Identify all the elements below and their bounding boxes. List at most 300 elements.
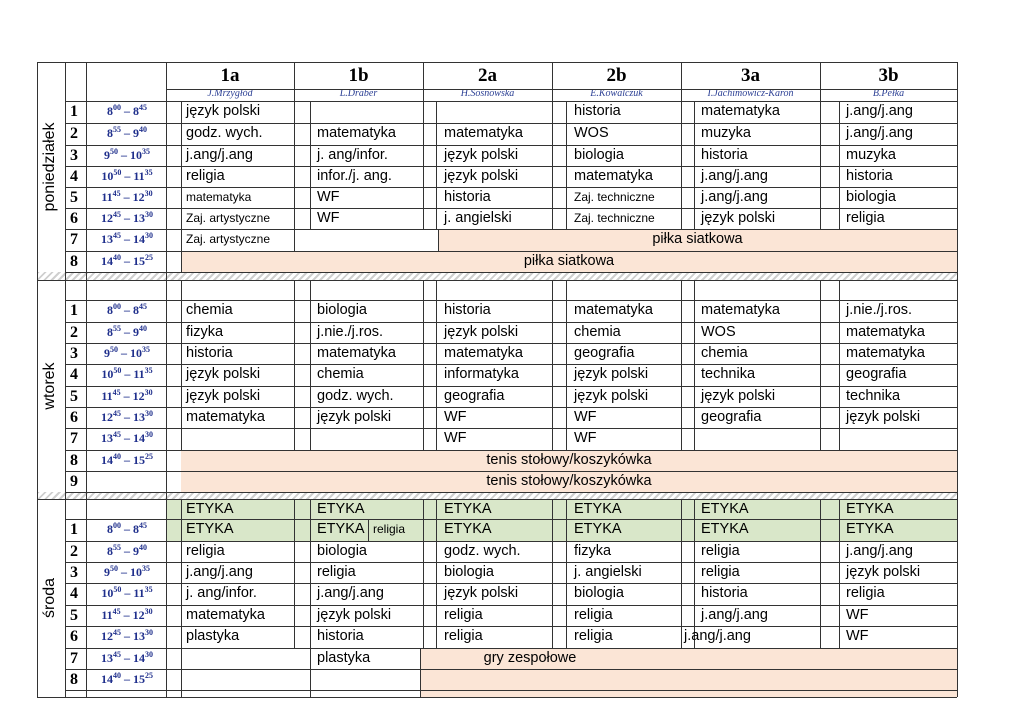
grid-line-v (37, 62, 38, 697)
subject: j.ang/j.ang (846, 103, 913, 119)
subject: j. angielski (444, 210, 512, 226)
time-minutes: 55 (113, 324, 121, 333)
period-number: 6 (70, 628, 78, 645)
grid-line-v (436, 519, 437, 541)
subject: język polski (574, 388, 649, 404)
grid-line-h (65, 626, 957, 627)
grid-line-v (294, 101, 295, 123)
subject: język polski (186, 103, 261, 119)
grid-line-v (436, 300, 437, 322)
period-number: 1 (70, 103, 78, 120)
time-hour: 12 (132, 190, 145, 204)
grid-line-v (436, 123, 437, 145)
grid-line-v (436, 281, 437, 300)
grid-line-v (681, 407, 682, 428)
grid-line-v (839, 626, 840, 648)
time-hour: 14 (133, 651, 145, 665)
grid-line-v (820, 62, 821, 101)
time-hour: 15 (133, 254, 145, 268)
grid-line-v (566, 428, 567, 450)
time-dash: – (121, 431, 133, 445)
subject: j.ang/j.ang (846, 125, 913, 141)
grid-line-v (423, 605, 424, 626)
subject: WF (846, 607, 869, 623)
period-number: 4 (70, 585, 78, 602)
grid-line-v (423, 123, 424, 145)
ethics-text: ETYKA (444, 501, 492, 517)
grid-line-v (436, 499, 437, 519)
grid-line-v (820, 519, 821, 541)
time-minutes: 40 (113, 253, 121, 262)
time-hour: 8 (107, 303, 113, 317)
grid-line-v (566, 145, 567, 166)
time-minutes: 45 (113, 628, 121, 637)
grid-line-v (552, 281, 553, 300)
grid-line-v (820, 364, 821, 386)
time-hour: 12 (101, 211, 113, 225)
time-minutes: 25 (145, 253, 153, 262)
grid-line-v (294, 166, 295, 187)
grid-line-v (839, 364, 840, 386)
class-teacher: L.Draber (339, 88, 378, 99)
time-dash: – (121, 586, 134, 600)
grid-line-v (566, 562, 567, 583)
grid-line-v (181, 519, 182, 541)
grid-line-v (294, 322, 295, 343)
grid-line-v (310, 519, 311, 541)
sport-activity: piłka siatkowa (523, 253, 615, 269)
time-minutes: 30 (145, 231, 153, 240)
subject: matematyka (846, 324, 925, 340)
time-dash: – (120, 190, 133, 204)
grid-line-v (820, 583, 821, 605)
time-hour: 8 (107, 104, 113, 118)
class-teacher: H.Sosnowska (460, 88, 515, 99)
subject: j.ang/j.ang (701, 607, 768, 623)
time-dash: – (121, 522, 133, 536)
grid-line-h (65, 322, 957, 323)
time-minutes: 00 (113, 302, 121, 311)
time-hour: 8 (133, 104, 139, 118)
time-minutes: 35 (144, 168, 153, 177)
sport-activity: tenis stołowy/koszykówka (486, 473, 652, 489)
time-dash: – (121, 126, 133, 140)
period-time (88, 651, 166, 666)
period-time (88, 303, 166, 318)
subject: WF (444, 409, 467, 425)
grid-line-v (436, 428, 437, 450)
timetable (37, 62, 958, 698)
period-number: 7 (70, 650, 78, 667)
grid-line-h (65, 343, 957, 344)
time-hour: 8 (107, 126, 113, 140)
subject: j.ang/j.ang (684, 628, 751, 644)
grid-line-v (839, 166, 840, 187)
grid-line-h (65, 605, 957, 606)
grid-line-v (839, 541, 840, 562)
period-time (88, 453, 166, 468)
period-time (88, 565, 166, 580)
time-dash: – (118, 148, 130, 162)
time-minutes: 35 (144, 366, 153, 375)
subject: muzyka (846, 147, 896, 163)
time-minutes: 45 (113, 231, 121, 240)
grid-line-v (681, 428, 682, 450)
grid-line-v (839, 519, 840, 541)
grid-line-v (694, 386, 695, 407)
time-hour: 9 (104, 148, 110, 162)
grid-line-v (839, 562, 840, 583)
time-minutes: 40 (113, 671, 121, 680)
grid-line-v (310, 322, 311, 343)
grid-line-v (436, 343, 437, 364)
grid-line-v (294, 541, 295, 562)
subject: religia (574, 628, 613, 644)
time-minutes: 40 (139, 324, 147, 333)
grid-line-v (681, 145, 682, 166)
time-dash: – (121, 544, 133, 558)
grid-line-v (694, 281, 695, 300)
subject: matematyka (846, 345, 925, 361)
grid-line-h (65, 101, 957, 102)
subject: WF (317, 210, 340, 226)
subject: religia (846, 210, 885, 226)
period-time (88, 410, 166, 425)
grid-line-h (37, 62, 957, 63)
subject: religia (444, 628, 483, 644)
time-dash: – (121, 629, 133, 643)
grid-line-v (436, 166, 437, 187)
subject: religia (317, 564, 356, 580)
time-dash: – (121, 104, 133, 118)
subject: j. ang/infor. (186, 585, 257, 601)
time-minutes: 30 (144, 189, 153, 198)
grid-line-v (681, 583, 682, 605)
grid-line-v (820, 605, 821, 626)
grid-line-v (423, 145, 424, 166)
time-hour: 13 (133, 410, 145, 424)
grid-line-v (423, 407, 424, 428)
subject: religia (373, 522, 406, 536)
grid-line-v (423, 386, 424, 407)
time-minutes: 45 (139, 302, 147, 311)
grid-line-v (552, 605, 553, 626)
grid-line-v (820, 428, 821, 450)
grid-line-v (181, 407, 182, 428)
subject: geografia (846, 366, 907, 382)
subject: historia (701, 147, 748, 163)
grid-line-v (681, 541, 682, 562)
grid-line-v (423, 428, 424, 450)
subject: biologia (317, 302, 367, 318)
day-label: poniedziałek (41, 122, 58, 212)
grid-line-v (436, 101, 437, 123)
grid-line-v (294, 583, 295, 605)
time-hour: 11 (133, 367, 145, 381)
day-label: wtorek (41, 362, 58, 410)
grid-line-v (423, 519, 424, 541)
subject: j. angielski (574, 564, 642, 580)
grid-line-v (310, 562, 311, 583)
grid-line-v (294, 562, 295, 583)
grid-line-v (181, 229, 182, 251)
grid-line-v (681, 166, 682, 187)
time-minutes: 35 (142, 147, 150, 156)
grid-line-v (310, 364, 311, 386)
time-minutes: 30 (145, 650, 153, 659)
subject: infor./j. ang. (317, 168, 392, 184)
class-teacher: J.Mrzygłód (207, 88, 253, 99)
grid-line-v (310, 605, 311, 626)
grid-line-v (566, 407, 567, 428)
class-teacher: I.Jachimowicz-Karoń (707, 88, 794, 99)
grid-line-v (694, 166, 695, 187)
grid-line-v (181, 386, 182, 407)
grid-line-v (694, 499, 695, 519)
grid-line-v (694, 123, 695, 145)
period-number: 3 (70, 147, 78, 164)
grid-line-v (839, 281, 840, 300)
time-minutes: 45 (112, 388, 121, 397)
subject: historia (574, 103, 621, 119)
grid-line-v (839, 300, 840, 322)
grid-line-v (839, 322, 840, 343)
grid-line-h (65, 492, 957, 493)
period-time (88, 608, 166, 623)
grid-line-v (423, 583, 424, 605)
grid-line-v (423, 281, 424, 300)
grid-line-v (839, 123, 840, 145)
subject: j.ang/j.ang (317, 585, 384, 601)
subject: matematyka (574, 168, 653, 184)
time-hour: 10 (101, 586, 114, 600)
grid-line-h (65, 541, 957, 542)
time-hour: 8 (107, 544, 113, 558)
time-minutes: 50 (110, 345, 118, 354)
time-hour: 11 (101, 389, 113, 403)
time-hour: 8 (133, 522, 139, 536)
grid-line-h (65, 251, 957, 252)
grid-line-v (423, 499, 424, 519)
grid-line-v (436, 364, 437, 386)
grid-line-v (566, 499, 567, 519)
grid-line-v (839, 145, 840, 166)
subject: WOS (701, 324, 736, 340)
grid-line-v (820, 281, 821, 300)
grid-line-v (310, 407, 311, 428)
grid-line-v (294, 499, 295, 519)
grid-line-v (820, 562, 821, 583)
subject: język polski (846, 409, 921, 425)
sport-activity: gry zespołowe (483, 650, 577, 666)
time-minutes: 00 (113, 521, 121, 530)
grid-line-v (436, 386, 437, 407)
grid-line-v (552, 626, 553, 648)
time-dash: – (121, 367, 134, 381)
time-hour: 14 (133, 232, 145, 246)
time-dash: – (121, 410, 133, 424)
grid-line-v (181, 187, 182, 208)
time-dash: – (121, 232, 133, 246)
grid-line-v (820, 101, 821, 123)
ethics-text: ETYKA (186, 501, 234, 517)
grid-line-v (423, 166, 424, 187)
grid-line-v (181, 145, 182, 166)
time-hour: 9 (133, 544, 139, 558)
period-number: 5 (70, 388, 78, 405)
subject: informatyka (444, 366, 519, 382)
period-number: 2 (70, 125, 78, 142)
subject: historia (186, 345, 233, 361)
grid-line-v (839, 343, 840, 364)
grid-line-v (436, 626, 437, 648)
grid-line-v (310, 428, 311, 450)
grid-line-v (566, 605, 567, 626)
time-minutes: 25 (145, 452, 153, 461)
time-minutes: 30 (145, 430, 153, 439)
period-number: 8 (70, 253, 78, 270)
grid-line-v (552, 386, 553, 407)
grid-line-v (820, 343, 821, 364)
grid-line-v (552, 62, 553, 101)
period-time (88, 169, 166, 184)
grid-line-v (552, 166, 553, 187)
subject: ETYKA (701, 521, 749, 537)
grid-line-v (820, 123, 821, 145)
subject: matematyka (701, 103, 780, 119)
period-time (88, 325, 166, 340)
time-dash: – (121, 325, 133, 339)
grid-line-v (694, 562, 695, 583)
grid-line-v (694, 519, 695, 541)
period-number: 9 (70, 473, 78, 490)
grid-line-h (65, 562, 957, 563)
period-number: 4 (70, 168, 78, 185)
time-minutes: 35 (142, 564, 150, 573)
grid-line-v (694, 541, 695, 562)
grid-line-v (552, 499, 553, 519)
grid-line-v (181, 208, 182, 229)
subject: język polski (701, 388, 776, 404)
grid-line-v (294, 123, 295, 145)
grid-line-v (694, 145, 695, 166)
grid-line-v (839, 187, 840, 208)
class-name: 1a (220, 65, 240, 86)
grid-line-v (681, 626, 682, 648)
time-hour: 8 (133, 303, 139, 317)
grid-line-v (820, 407, 821, 428)
time-hour: 11 (133, 586, 145, 600)
subject: godz. wych. (317, 388, 394, 404)
grid-line-v (552, 343, 553, 364)
time-hour: 12 (132, 608, 145, 622)
grid-line-v (181, 101, 182, 123)
grid-line-v (552, 583, 553, 605)
period-number: 1 (70, 302, 78, 319)
grid-line-v (423, 343, 424, 364)
period-time (88, 126, 166, 141)
time-minutes: 50 (110, 564, 118, 573)
grid-line-v (694, 583, 695, 605)
grid-line-v (681, 208, 682, 229)
grid-line-v (552, 364, 553, 386)
period-time (88, 367, 166, 382)
grid-line-v (566, 166, 567, 187)
grid-line-v (957, 62, 958, 697)
class-name: 2b (606, 65, 627, 86)
time-minutes: 30 (144, 388, 153, 397)
grid-line-v (552, 519, 553, 541)
subject: historia (846, 168, 893, 184)
grid-line-v (181, 166, 182, 187)
grid-line-v (294, 428, 295, 450)
time-minutes: 40 (139, 543, 147, 552)
time-hour: 11 (133, 169, 145, 183)
grid-line-v (552, 407, 553, 428)
ethics-text: ETYKA (317, 501, 365, 517)
grid-line-v (566, 123, 567, 145)
grid-line-v (820, 145, 821, 166)
subject: matematyka (444, 345, 523, 361)
grid-line-v (681, 322, 682, 343)
time-minutes: 40 (139, 125, 147, 134)
grid-line-v (423, 364, 424, 386)
subject: godz. wych. (444, 543, 521, 559)
subject: matematyka (701, 302, 780, 318)
subject: biologia (846, 189, 896, 205)
subject: WF (846, 628, 869, 644)
time-hour: 9 (104, 346, 110, 360)
grid-line-v (566, 208, 567, 229)
subject: religia (574, 607, 613, 623)
grid-line-v (566, 364, 567, 386)
time-hour: 10 (130, 148, 142, 162)
subject: język polski (444, 324, 519, 340)
time-hour: 12 (101, 410, 113, 424)
time-minutes: 50 (113, 585, 122, 594)
grid-line-v (552, 123, 553, 145)
time-dash: – (118, 346, 130, 360)
grid-line-v (681, 281, 682, 300)
subject: Zaj. techniczne (574, 211, 655, 225)
grid-line-v (310, 648, 311, 697)
grid-line-v (310, 386, 311, 407)
class-name: 3b (878, 65, 899, 86)
time-dash: – (121, 254, 133, 268)
grid-line-v (423, 322, 424, 343)
grid-line-v (310, 101, 311, 123)
class-teacher: B.Pełka (872, 88, 905, 99)
period-time (88, 431, 166, 446)
time-minutes: 45 (139, 521, 147, 530)
time-hour: 14 (133, 431, 145, 445)
period-time (88, 346, 166, 361)
grid-line-v (839, 499, 840, 519)
time-dash: – (121, 303, 133, 317)
time-hour: 10 (130, 346, 142, 360)
grid-line-v (181, 499, 182, 519)
grid-line-v (181, 281, 182, 300)
time-hour: 8 (107, 522, 113, 536)
grid-line-h (37, 499, 957, 500)
grid-line-v (681, 386, 682, 407)
subject: język polski (444, 147, 519, 163)
grid-line-v (181, 343, 182, 364)
grid-line-h (65, 123, 957, 124)
period-time (88, 211, 166, 226)
grid-line-v (436, 541, 437, 562)
grid-line-v (552, 300, 553, 322)
